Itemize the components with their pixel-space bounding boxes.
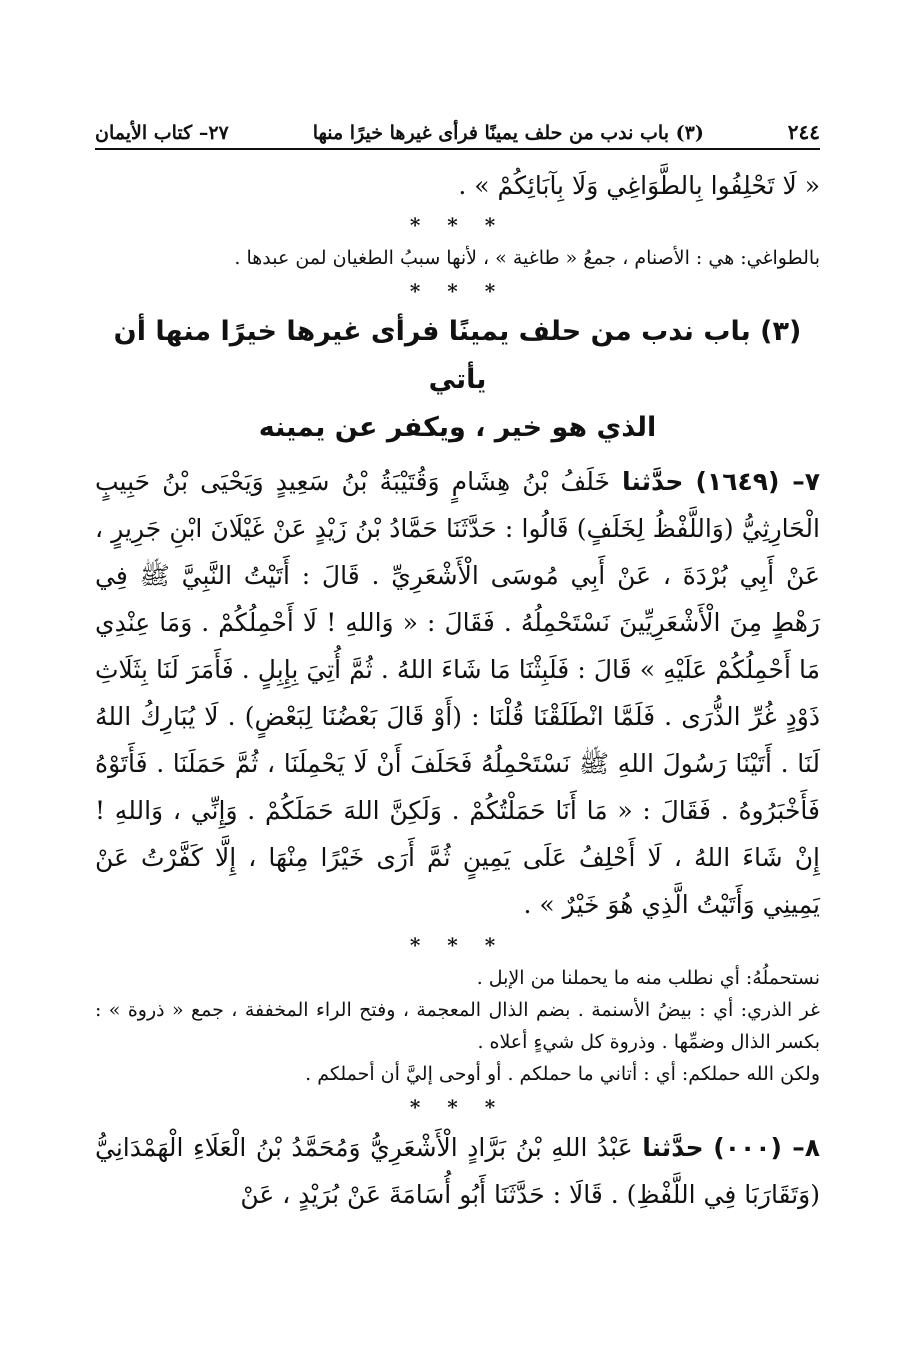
section-divider: * * * [409, 213, 506, 237]
header-chapter: (٣) باب ندب من حلف يمينًا فرأى غيرها خيرًا منها [312, 122, 704, 144]
chapter-title-line-2: الذي هو خير ، ويكفر عن يمينه [258, 412, 657, 443]
running-header [95, 112, 820, 150]
chapter-title [95, 308, 820, 452]
gloss-tawaghi: بالطواغي: هي : الأصنام ، جمعُ « طاغية » ، لأنها سببُ الطغيان لمن عبدها . [234, 247, 820, 269]
hadith-text: عَبْدُ اللهِ بْنُ بَرَّادٍ الْأَشْعَرِيُّ وَمُحَمَّدُ بْنُ الْعَلَاءِ الْهَمْدَانِيُّ (وَتَقَارَبَا فِي اللَّفْظِ) . قَالَا : حَدَّثَنَا أَبُو أُسَامَةَ عَنْ بُرَيْدٍ ، عَنْ [95, 1133, 820, 1209]
hadith-number: ٨– (٠٠٠) [713, 1133, 820, 1162]
section-divider: * * * [409, 1095, 506, 1119]
section-divider: * * * [409, 933, 506, 957]
hadith-lead-word: حدَّثنا [622, 467, 684, 496]
gloss-nastahmiluhu: نستحملُهُ: أي نطلب منه ما يحملنا من الإبل . [476, 967, 820, 989]
hadith-number: ٧– (١٦٤٩) [695, 467, 820, 496]
page-number: ٢٤٤ [787, 120, 820, 144]
glosses-hadith-7 [95, 962, 820, 1090]
hadith-lead-word: حدَّثنا [642, 1133, 704, 1162]
hadith-text: خَلَفُ بْنُ هِشَامٍ وَقُتَيْبَةُ بْنُ سَعِيدٍ وَيَحْيَى بْنُ حَبِيبٍ الْحَارِثِيُّ (وَاللَّفْظُ لِخَلَفٍ) قَالُوا : حَدَّثَنَا حَمَّادُ بْنُ زَيْدٍ عَنْ غَيْلَانَ ابْنِ جَرِيرٍ ، عَنْ أَبِي بُرْدَةَ ، عَنْ أَبِي مُوسَى الْأَشْعَرِيِّ . قَالَ : أَتَيْتُ النَّبِيَّ ﷺ فِي رَهْطٍ مِنَ الْأَشْعَرِيِّينَ نَسْتَحْمِلُهُ . فَقَالَ : « وَاللهِ ! لَا أَحْمِلُكُمْ . وَمَا عِنْدِي مَا أَحْمِلُكُمْ عَلَيْهِ » قَالَ : فَلَبِثْنَا مَا شَاءَ اللهُ . ثُمَّ أُتِيَ بِإِبِلٍ . فَأَمَرَ لَنَا بِثَلَاثِ ذَوْدٍ غُرِّ الذُّرَى . فَلَمَّا انْطَلَقْنَا قُلْنَا : (أَوْ قَالَ بَعْضُنَا لِبَعْضٍ) . لَا يُبَارِكُ اللهُ لَنَا . أَتَيْنَا رَسُولَ اللهِ ﷺ نَسْتَحْمِلُهُ فَحَلَفَ أَنْ لَا يَحْمِلَنَا ، ثُمَّ حَمَلَنَا . فَأَتَوْهُ فَأَخْبَرُوهُ . فَقَالَ : « مَا أَنَا حَمَلْتُكُمْ . وَلَكِنَّ اللهَ حَمَلَكُمْ . وَإِنِّي ، وَاللهِ ! إِنْ شَاءَ اللهُ ، لَا أَحْلِفُ عَلَى يَمِينٍ ثُمَّ أَرَى خَيْرًا مِنْهَا ، إِلَّا كَفَّرْتُ عَنْ يَمِينِي وَأَتَيْتُ الَّذِي هُوَ خَيْرٌ » . [95, 467, 820, 919]
gloss-hamalakum: ولكن الله حملكم: أي : أتاني ما حملكم . أو أوحى إليَّ أن أحملكم . [305, 1063, 820, 1085]
hadith-7 [95, 458, 820, 928]
top-quote: « لَا تَحْلِفُوا بِالطَّوَاغِي وَلَا بِآبَائِكُمْ » . [458, 171, 820, 200]
page-content [95, 164, 820, 1218]
chapter-title-line-1: (٣) باب ندب من حلف يمينًا فرأى غيرها خيرًا منها أن يأتي [113, 316, 802, 395]
hadith-8 [95, 1124, 820, 1218]
section-divider: * * * [409, 279, 506, 303]
header-book: ٢٧– كتاب الأيمان [95, 122, 229, 144]
gloss-ghurr-al-dhura: غر الذري: أي : بيضُ الأسنمة . بضم الذال المعجمة ، وفتح الراء المخففة ، جمع « ذروة » : بكسر الذال وضمِّها . وذروة كل شيءٍ أعلاه . [95, 999, 820, 1053]
